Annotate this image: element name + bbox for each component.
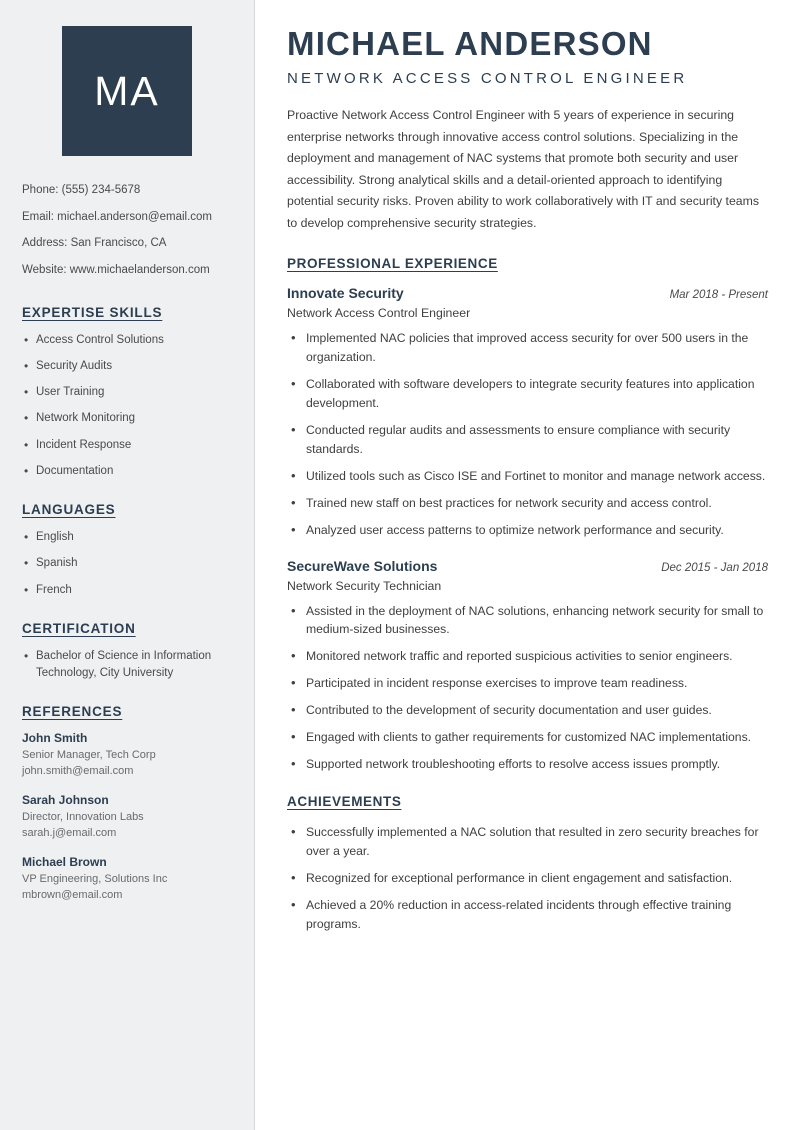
avatar-wrapper xyxy=(22,26,232,156)
reference-role: Director, Innovation Labs xyxy=(22,811,144,824)
professional-experience-heading: PROFESSIONAL EXPERIENCE xyxy=(287,256,498,272)
list-item: • Incident Response xyxy=(22,437,232,454)
contact-address: Address: San Francisco, CA xyxy=(22,237,167,250)
contact-phone: Phone: (555) 234-5678 xyxy=(22,184,141,196)
section-professional-experience xyxy=(287,256,768,774)
list-item: • Network Monitoring xyxy=(22,410,232,427)
professional-title: NETWORK ACCESS CONTROL ENGINEER xyxy=(287,70,688,88)
list-item: • Participated in incident response exercises to improve team readiness. xyxy=(287,674,768,693)
list-item: • Assisted in the deployment of NAC solutions, enhancing network security for small to medium-sized businesses. xyxy=(287,602,768,640)
achievements-list xyxy=(287,823,768,934)
reference-email: mbrown@email.com xyxy=(22,889,123,902)
list-item: • Utilized tools such as Cisco ISE and Fortinet to monitor and manage network access. xyxy=(287,467,768,486)
professional-summary: Proactive Network Access Control Engineer with 5 years of experience in securing enterprise networks through innovative access control solutions. Specializing in the deployment and management of NAC systems that promote both security and user accessibility. Strong analytical skills and a detail-oriented approach to identifying potential security risks. Proven ability to work collaboratively with IT and security teams to develop comprehensive security strategies. xyxy=(287,108,760,230)
experience-header xyxy=(287,285,768,301)
certification-heading: CERTIFICATION xyxy=(22,620,136,636)
references-heading: REFERENCES xyxy=(22,704,123,720)
expertise-skills-heading: EXPERTISE SKILLS xyxy=(22,304,163,320)
list-item: • Engaged with clients to gather requirements for customized NAC implementations. xyxy=(287,728,768,747)
contact-email: Email: michael.anderson@email.com xyxy=(22,210,212,223)
reference-item xyxy=(22,855,232,904)
list-item: • Trained new staff on best practices for network security and access control. xyxy=(287,494,768,513)
list-item: • Documentation xyxy=(22,463,232,480)
reference-role: Senior Manager, Tech Corp xyxy=(22,749,156,762)
list-item: • Supported network troubleshooting efforts to resolve access issues promptly. xyxy=(287,755,768,774)
experience-bullets xyxy=(287,329,768,539)
sidebar xyxy=(0,0,255,1130)
experience-bullets xyxy=(287,602,768,774)
list-item: • Security Audits xyxy=(22,358,232,375)
contact-website: Website: www.michaelanderson.com xyxy=(22,264,210,277)
contact-list xyxy=(22,182,232,279)
languages-heading: LANGUAGES xyxy=(22,502,116,518)
reference-email: john.smith@email.com xyxy=(22,765,134,778)
list-item: • Achieved a 20% reduction in access-related incidents through effective training programs. xyxy=(287,896,768,934)
achievements-heading: ACHIEVEMENTS xyxy=(287,793,402,809)
list-item: • Spanish xyxy=(22,555,232,572)
list-item: • English xyxy=(22,529,232,546)
reference-email: sarah.j@email.com xyxy=(22,827,117,840)
reference-role: VP Engineering, Solutions Inc xyxy=(22,873,168,886)
avatar-monogram: MA xyxy=(62,26,192,156)
list-item: • Implemented NAC policies that improved access security for over 500 users in the organization. xyxy=(287,329,768,367)
reference-name: John Smith xyxy=(22,731,88,746)
experience-company: SecureWave Solutions xyxy=(287,557,438,574)
list-item: • Conducted regular audits and assessments to ensure compliance with security standards. xyxy=(287,421,768,459)
list-item: • Analyzed user access patterns to optimize network performance and security. xyxy=(287,521,768,540)
languages-list xyxy=(22,529,232,599)
list-item: • Collaborated with software developers to integrate security features into application development. xyxy=(287,375,768,413)
experience-dates: Mar 2018 - Present xyxy=(669,289,768,302)
list-item: • Access Control Solutions xyxy=(22,332,232,349)
list-item: • Contributed to the development of security documentation and user guides. xyxy=(287,701,768,720)
expertise-skills-list xyxy=(22,332,232,481)
section-references xyxy=(22,704,232,904)
certification-list xyxy=(22,648,232,683)
section-certification xyxy=(22,621,232,683)
section-languages xyxy=(22,502,232,599)
page-title: MICHAEL ANDERSON xyxy=(287,25,653,62)
list-item: • Bachelor of Science in Information Technology, City University xyxy=(22,648,232,683)
list-item: • Recognized for exceptional performance in client engagement and satisfaction. xyxy=(287,869,768,888)
experience-header xyxy=(287,558,768,574)
list-item: • User Training xyxy=(22,384,232,401)
experience-company: Innovate Security xyxy=(287,285,404,302)
experience-entry xyxy=(287,558,768,774)
reference-item xyxy=(22,731,232,780)
experience-dates: Dec 2015 - Jan 2018 xyxy=(661,561,768,574)
experience-role: Network Access Control Engineer xyxy=(287,306,471,321)
section-achievements xyxy=(287,794,768,934)
reference-name: Michael Brown xyxy=(22,855,107,870)
reference-item xyxy=(22,793,232,842)
list-item: • French xyxy=(22,582,232,599)
section-expertise-skills xyxy=(22,305,232,481)
experience-entry xyxy=(287,285,768,539)
list-item: • Successfully implemented a NAC solution that resulted in zero security breaches for over a year. xyxy=(287,823,768,861)
list-item: • Monitored network traffic and reported suspicious activities to senior engineers. xyxy=(287,647,768,666)
main-content xyxy=(255,0,800,1130)
reference-name: Sarah Johnson xyxy=(22,793,109,808)
experience-role: Network Security Technician xyxy=(287,578,442,593)
